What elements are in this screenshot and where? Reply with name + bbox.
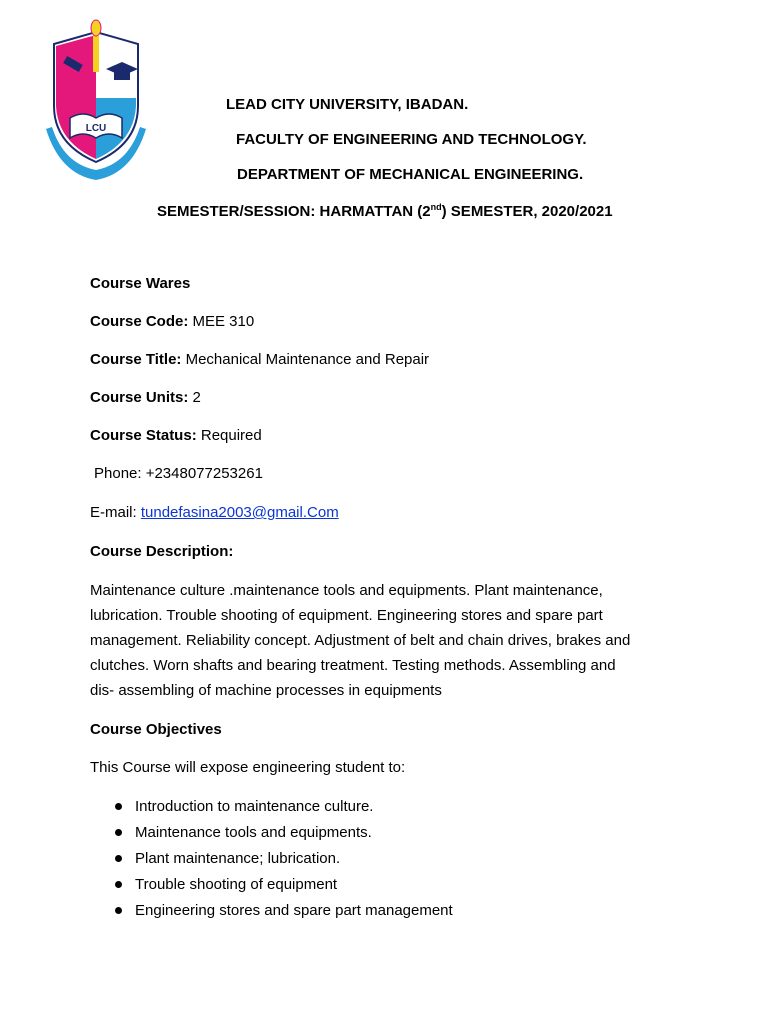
description-line: management. Reliability concept. Adjustment of belt and chain drives, brakes and xyxy=(90,632,631,649)
objectives-list xyxy=(112,797,453,927)
course-status-label: Course Status: xyxy=(90,427,197,444)
faculty-name: FACULTY OF ENGINEERING AND TECHNOLOGY. xyxy=(236,131,587,148)
course-code-label: Course Code: xyxy=(90,313,189,330)
university-name: LEAD CITY UNIVERSITY, IBADAN. xyxy=(226,96,469,113)
objectives-intro: This Course will expose engineering student to: xyxy=(90,759,406,776)
list-item: Maintenance tools and equipments. xyxy=(112,823,453,849)
course-units-value: 2 xyxy=(188,389,201,406)
phone-number: Phone: +2348077253261 xyxy=(94,465,263,482)
description-line: Maintenance culture .maintenance tools and equipments. Plant maintenance, xyxy=(90,582,603,599)
semester-session xyxy=(157,202,613,220)
course-code xyxy=(90,313,254,330)
list-item: Introduction to maintenance culture. xyxy=(112,797,453,823)
course-title-value: Mechanical Maintenance and Repair xyxy=(181,351,430,368)
course-title xyxy=(90,351,429,368)
semester-suffix: ) SEMESTER, 2020/2021 xyxy=(441,203,613,220)
bullet-icon xyxy=(115,881,122,888)
course-status xyxy=(90,427,262,444)
course-title-label: Course Title: xyxy=(90,351,182,368)
description-line: clutches. Worn shafts and bearing treatment. Testing methods. Assembling and xyxy=(90,657,616,674)
logo-monogram: LCU xyxy=(85,123,107,134)
course-description-heading: Course Description: xyxy=(90,543,234,560)
course-wares-heading: Course Wares xyxy=(90,275,191,292)
list-item: Trouble shooting of equipment xyxy=(112,875,453,901)
email-link[interactable]: tundefasina2003@gmail.Com xyxy=(140,504,339,521)
email xyxy=(90,504,339,521)
description-line: dis- assembling of machine processes in equipments xyxy=(90,682,442,699)
semester-prefix: SEMESTER/SESSION: HARMATTAN (2 xyxy=(157,203,431,220)
description-line: lubrication. Trouble shooting of equipment. Engineering stores and spare part xyxy=(90,607,603,624)
bullet-icon xyxy=(115,907,122,914)
email-label: E-mail: xyxy=(90,504,141,521)
bullet-icon xyxy=(115,829,122,836)
department-name: DEPARTMENT OF MECHANICAL ENGINEERING. xyxy=(237,166,584,183)
semester-superscript: nd xyxy=(430,202,442,212)
course-code-value: MEE 310 xyxy=(188,313,255,330)
course-objectives-heading: Course Objectives xyxy=(90,721,222,738)
list-item: Plant maintenance; lubrication. xyxy=(112,849,453,875)
bullet-icon xyxy=(115,855,122,862)
course-units xyxy=(90,389,201,406)
list-item: Engineering stores and spare part management xyxy=(112,901,453,927)
bullet-icon xyxy=(115,803,122,810)
course-units-label: Course Units: xyxy=(90,389,189,406)
university-logo xyxy=(40,14,152,184)
course-description xyxy=(90,578,690,703)
course-status-value: Required xyxy=(196,427,262,444)
